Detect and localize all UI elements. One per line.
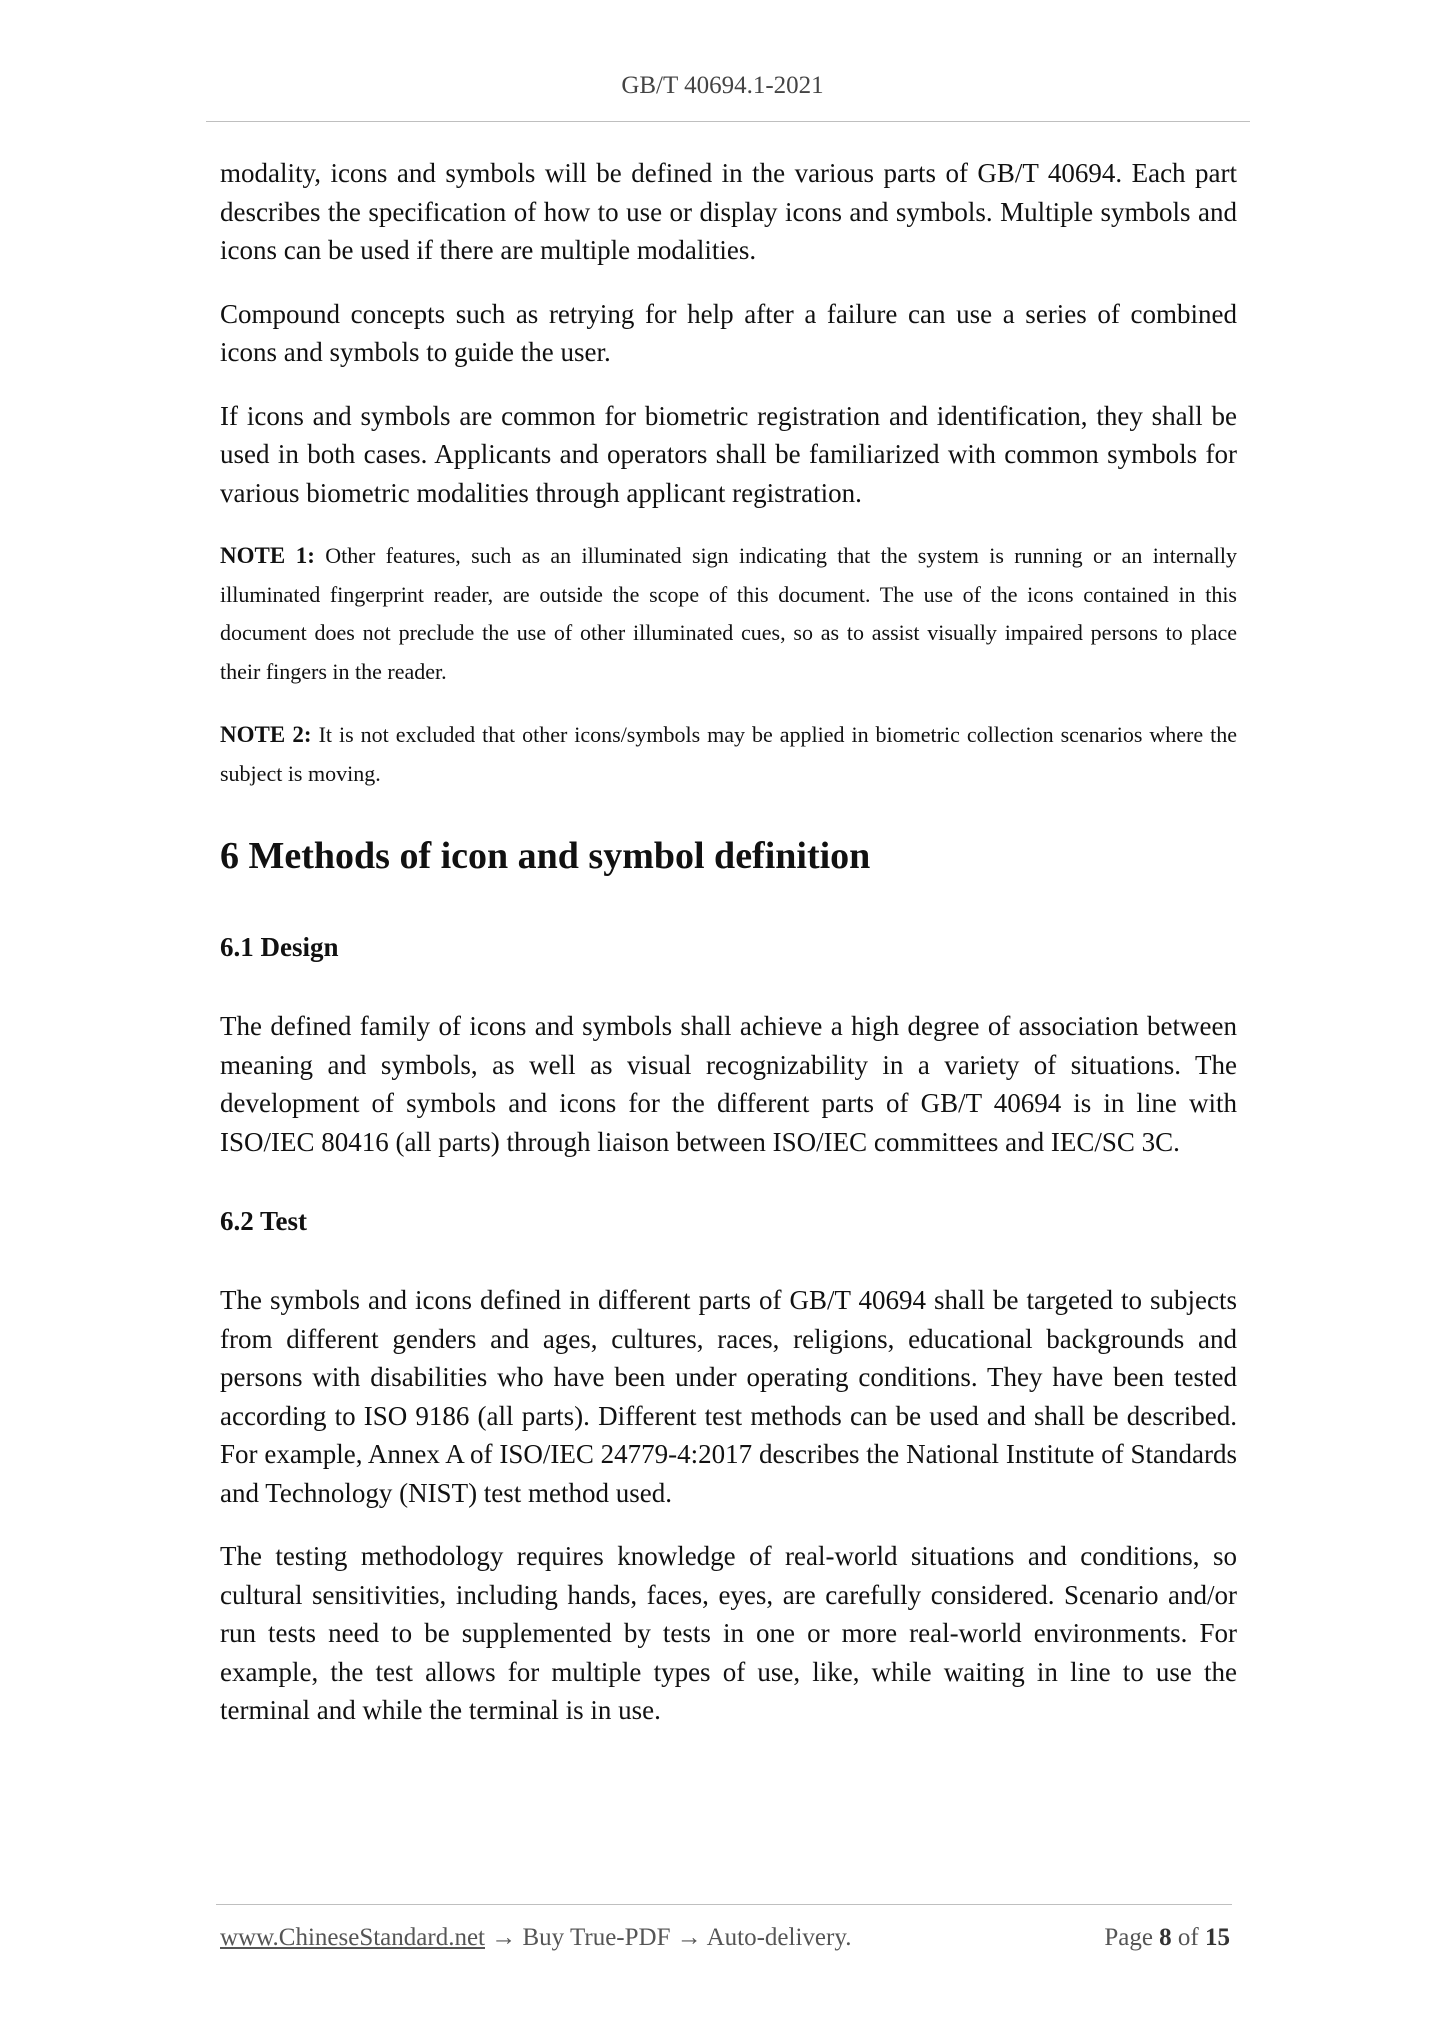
website-link[interactable]: www.ChineseStandard.net xyxy=(220,1924,485,1951)
intro-paragraph-3: If icons and symbols are common for biometric registration and identification, they shall be used in both cases. Applicants and operators shall be familiarized with common symbols for various biometric modalities through applicant registration. xyxy=(220,400,1237,508)
note-2 xyxy=(220,716,1237,793)
section-6-2-title: 6.2 Test xyxy=(220,1206,308,1236)
intro-paragraph-2: Compound concepts such as retrying for help after a failure can use a series of combined icons and symbols to guide the user. xyxy=(220,298,1237,367)
footer-tagline: → Buy True-PDF → Auto-delivery. xyxy=(491,1924,852,1951)
header-divider xyxy=(206,121,1250,122)
note-1-text: Other features, such as an illuminated sign indicating that the system is running or an internally illuminated fingerprint reader, are outside the scope of this document. The use of the icons contained in this document does not preclude the use of other illuminated cues, so as to assist visually impaired persons to place their fingers in the reader. xyxy=(220,543,1238,684)
intro-paragraph-1: modality, icons and symbols will be defined in the various parts of GB/T 40694. Each part describes the specification of how to use or display icons and symbols. Multiple symbols and icons can be used if there are multiple modalities. xyxy=(220,158,1237,265)
test-paragraph-1: The symbols and icons defined in different parts of GB/T 40694 shall be targeted to subjects from different genders and ages, cultures, races, religions, educational backgrounds and persons with disabilities who have been under operating conditions. They have been tested according to ISO 9186 (all parts). Different test methods can be used and shall be described. For example, Annex A of ISO/IEC 24779-4:2017 describes the National Institute of Standards and Technology (NIST) test method used. xyxy=(220,1285,1237,1508)
note-1 xyxy=(220,537,1237,691)
page-content xyxy=(220,154,1237,1755)
total-pages-number: 15 xyxy=(1205,1924,1230,1951)
footer-divider xyxy=(216,1904,1232,1905)
section-6-title: 6 Methods of icon and symbol definition xyxy=(220,835,871,877)
design-paragraph-1: The defined family of icons and symbols shall achieve a high degree of association between meaning and symbols, as well as visual recognizability in a variety of situations. The development of symbols and icons for the different parts of GB/T 40694 is in line with ISO/IEC 80416 (all parts) through liaison between ISO/IEC committees and IEC/SC 3C. xyxy=(220,1011,1237,1157)
note-2-text: It is not excluded that other icons/symbols may be applied in biometric collection scenarios where the subject is moving. xyxy=(220,722,1237,786)
footer-left xyxy=(220,1924,851,1952)
running-header: GB/T 40694.1-2021 xyxy=(621,72,824,99)
page-indicator xyxy=(1104,1924,1230,1952)
current-page-number: 8 xyxy=(1159,1924,1172,1951)
of-label: of xyxy=(1177,1924,1199,1951)
note-2-label: NOTE 2: xyxy=(220,722,312,747)
page-label: Page xyxy=(1104,1924,1153,1951)
section-6-1-title: 6.1 Design xyxy=(220,932,339,962)
test-paragraph-2: The testing methodology requires knowledge of real-world situations and conditions, so cultural sensitivities, including hands, faces, eyes, are carefully considered. Scenario and/or run tests need to be supplemented by tests in one or more real-world environments. For example, the test allows for multiple types of use, like, while waiting in line to use the terminal and while the terminal is in use. xyxy=(220,1541,1237,1725)
note-1-label: NOTE 1: xyxy=(220,543,315,568)
